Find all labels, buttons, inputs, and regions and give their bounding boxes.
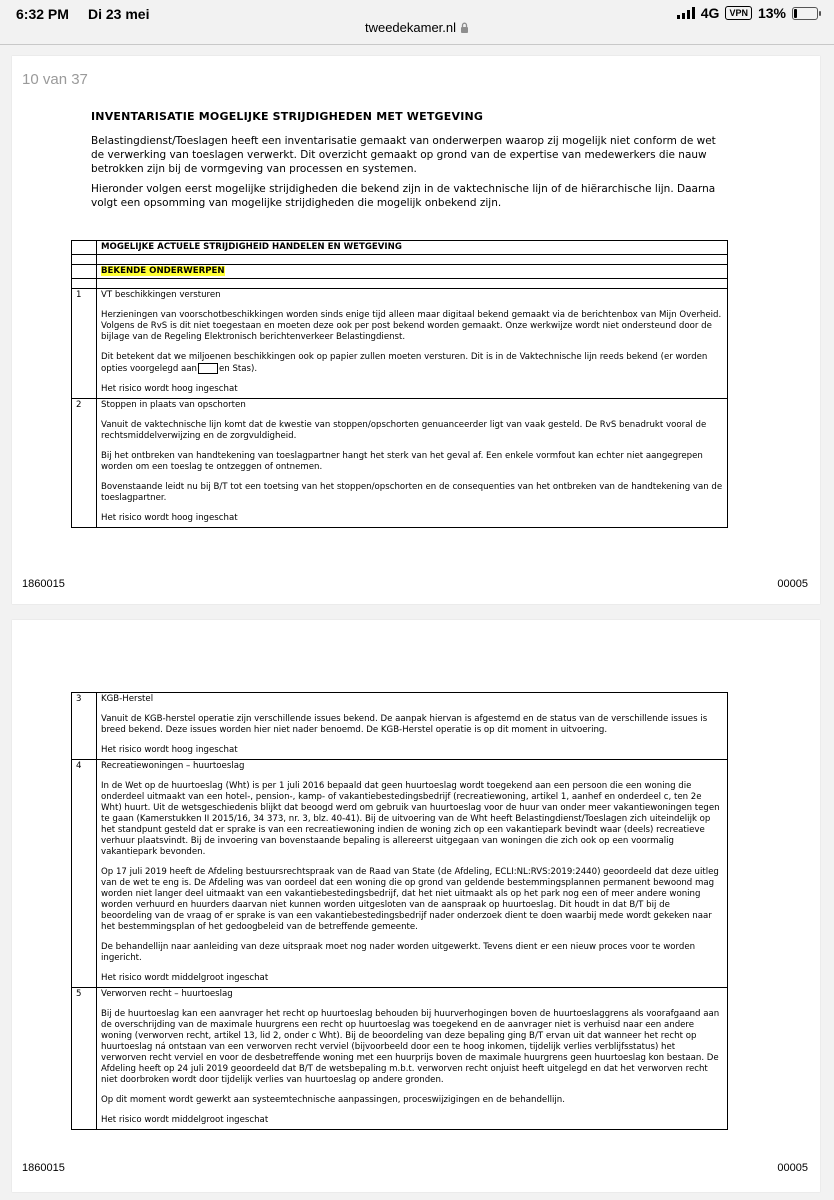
signal-icon bbox=[677, 7, 695, 19]
row-paragraph: Op dit moment wordt gewerkt aan systeemtechnische aanpassingen, proceswijzigingen en de behandellijn. bbox=[101, 1095, 565, 1105]
status-right bbox=[677, 5, 818, 21]
table-header: MOGELIJKE ACTUELE STRIJDIGHEID HANDELEN EN WETGEVING bbox=[97, 241, 728, 255]
row-title: Recreatiewoningen – huurtoeslag bbox=[101, 761, 245, 771]
table-row bbox=[72, 988, 728, 1130]
toolbar-divider bbox=[0, 44, 834, 45]
footer-page-code: 00005 bbox=[777, 578, 808, 590]
network-label: 4G bbox=[700, 5, 720, 21]
row-paragraph: De behandellijn naar aanleiding van deze uitspraak moet nog nader worden uitgewerkt. Tevens dient er een nieuw proces voor te worden ingericht. bbox=[101, 942, 696, 963]
table-section-row bbox=[72, 265, 728, 279]
row-title: Verworven recht – huurtoeslag bbox=[101, 989, 233, 999]
battery-percent: 13% bbox=[757, 5, 786, 21]
row-risk: Het risico wordt hoog ingeschat bbox=[101, 745, 238, 755]
table-row bbox=[72, 399, 728, 528]
status-time: 6:32 PM bbox=[16, 6, 69, 22]
footer-page-code: 00005 bbox=[777, 1162, 808, 1174]
document-title: INVENTARISATIE MOGELIJKE STRIJDIGHEDEN MET WETGEVING bbox=[91, 110, 484, 123]
section-label: BEKENDE ONDERWERPEN bbox=[101, 266, 225, 276]
table-header-row bbox=[72, 241, 728, 255]
row-paragraph: Dit betekent dat we miljoenen beschikkingen ook op papier zullen moeten versturen. Dit is in de Vaktechnische lijn reeds bekend (er worden opties voorgelegd aan en Stas). bbox=[101, 352, 708, 374]
row-paragraph: In de Wet op de huurtoeslag (Wht) is per 1 juli 2016 bepaald dat geen huurtoeslag wordt toegekend aan een persoon die een woning die onderdeel uitmaakt van een hotel-, pension-, kamp- of vakantiebestedingsbedrijf (recreatiewoning, artikel 1, aanhef en onderdeel c, ten 2e Wht) huurt. Uit de wetsgeschiedenis blijkt dat beoogd werd om gebruik van huurtoeslag voor de huur van onder meer vakantiewoningen tegen te gaan (Kamerstukken II 2015/16, 34 373, nr. 3, blz. 40-41). Bij de uitvoering van de Wht heeft Belastingdienst/Toeslagen zich uiteindelijk op het standpunt gesteld dat er sprake is van een recreatiewoning indien de woning zich op een vakantiepark bevindt waar (deels) recreatieve verhuur plaatsvindt. Bij de invoering van bovenstaande bepaling is allereerst uitgegaan van woningen die zich ook op een voormalig vakantiepark bevonden. bbox=[101, 781, 720, 857]
row-risk: Het risico wordt middelgroot ingeschat bbox=[101, 973, 269, 983]
row-number: 3 bbox=[72, 693, 97, 760]
row-paragraph: Herzieningen van voorschotbeschikkingen worden sinds enige tijd alleen maar digitaal bekend gemaakt via de berichtenbox van Mijn Overheid. Volgens de RvS is dit niet toegestaan en moeten deze ook per post bekend worden gemaakt. Onze werkwijze wordt niet ondersteund door de bijlage van de Regeling Elektronisch berichtenverkeer Belastingdienst. bbox=[101, 310, 722, 342]
row-paragraph: Bij het ontbreken van handtekening van toeslagpartner hangt het sterk van het geval af. Een enkele vormfout kan echter niet aangegrepen worden om een toeslag te ontzeggen of ontnemen. bbox=[101, 451, 703, 472]
status-date: Di 23 mei bbox=[88, 6, 150, 22]
battery-icon bbox=[792, 7, 818, 20]
row-number: 4 bbox=[72, 760, 97, 988]
row-number: 1 bbox=[72, 289, 97, 399]
table-row bbox=[72, 693, 728, 760]
redaction-box bbox=[198, 363, 218, 374]
url-text[interactable]: tweedekamer.nl bbox=[364, 20, 457, 35]
footer-document-id: 1860015 bbox=[22, 1162, 65, 1174]
footer-document-id: 1860015 bbox=[22, 578, 65, 590]
table-row bbox=[72, 289, 728, 399]
row-paragraph: Vanuit de vaktechnische lijn komt dat de kwestie van stoppen/opschorten genuanceerder ligt van vaak gesteld. De RvS benadrukt vooral de rechtsmiddelverwijzing en de zorgvuldigheid. bbox=[101, 420, 707, 441]
row-title: KGB-Herstel bbox=[101, 694, 154, 704]
lock-icon bbox=[460, 22, 469, 33]
row-risk: Het risico wordt middelgroot ingeschat bbox=[101, 1115, 269, 1125]
table-row bbox=[72, 760, 728, 988]
intro-paragraph-1: Belastingdienst/Toeslagen heeft een inventarisatie gemaakt van onderwerpen waarop zij mogelijk niet conform de wet de verwerking van toeslagen verwerkt. Dit overzicht gemaakt op grond van de expertise van medewerkers die nauw betrokken zijn bij de vormgeving van processen en systemen. bbox=[91, 135, 716, 175]
row-title: VT beschikkingen versturen bbox=[101, 290, 221, 300]
row-risk: Het risico wordt hoog ingeschat bbox=[101, 384, 238, 394]
row-number: 5 bbox=[72, 988, 97, 1130]
battery-fill bbox=[794, 9, 797, 18]
intro-paragraph-2: Hieronder volgen eerst mogelijke strijdigheden die bekend zijn in de vaktechnische lijn of de hiërarchische lijn. Daarna volgt een opsomming van mogelijke strijdigheden die mogelijk onbekend zijn. bbox=[91, 183, 716, 209]
url-bar[interactable] bbox=[0, 20, 834, 44]
row-paragraph: Vanuit de KGB-herstel operatie zijn verschillende issues bekend. De aanpak hiervan is afgestemd en de status van de verschillende issues is breed bekend. Deze issues worden hier niet nader benoemd. De KGB-Herstel operatie is op dit moment in uitvoering. bbox=[101, 714, 708, 735]
row-number: 2 bbox=[72, 399, 97, 528]
row-paragraph: Bij de huurtoeslag kan een aanvrager het recht op huurtoeslag behouden bij huurverhogingen boven de huurtoeslaggrens als voorafgaand aan de overschrijding van de maximale huurgrens een recht op huurtoeslag was toegekend en de aanvrager niet is verhuisd naar een andere woning (verworven recht, artikel 13, lid 2, onder c Wht). Bij de beoordeling van deze bepaling ging B/T ervan uit dat wanneer het recht op huurtoeslag ná ontstaan van een verworven recht verviel (bijvoorbeeld door een te hoog inkomen, tijdelijk verlies verblijfsstatus) het verworven recht verviel en voor de desbetreffende woning met een huurprijs boven de maximale huurgrens geen huurtoeslag kon bestaan. De Afdeling heeft op 24 juli 2019 geoordeeld dat B/T de wetsbepaling m.b.t. verworven recht onjuist heeft uitgelegd en dat het verworven recht niet doorbroken wordt door tijdelijk verlies van huurtoeslag op andere gronden. bbox=[101, 1009, 720, 1085]
document-page-1 bbox=[12, 56, 820, 604]
table-spacer-row bbox=[72, 279, 728, 289]
row-paragraph: Bovenstaande leidt nu bij B/T tot een toetsing van het stoppen/opschorten en de consequenties van het ontbreken van de handtekening van de toeslagpartner. bbox=[101, 482, 723, 503]
document-page-2 bbox=[12, 620, 820, 1192]
row-risk: Het risico wordt hoog ingeschat bbox=[101, 513, 238, 523]
table-spacer-row bbox=[72, 255, 728, 265]
strijdigheden-table-continued bbox=[71, 692, 728, 1130]
row-paragraph: Op 17 juli 2019 heeft de Afdeling bestuursrechtspraak van de Raad van State (de Afdeling, ECLI:NL:RVS:2019:2440) geoordeeld dat deze uitleg van de wet te eng is. De Afdeling was van oordeel dat een woning die op grond van geldende bestemmingsplannen permanent bewoond mag worden niet langer deel uitmaakt van een vakantiebestedingsbedrijf, dat het niet uitmaakt als op het park nog een of meer andere woning worden verhuurd en huurders daarvan niet kunnen worden uitgesloten van de aanspraak op huurtoeslag. Dit houdt in dat B/T bij de beoordeling van de vraag of er sprake is van een vakantiebestedingsbedrijf nader onderzoek dient te doen waarbij mede wordt gekeken naar het bestemmingsplan of het gedoogbeleid van de betreffende gemeente. bbox=[101, 867, 719, 932]
strijdigheden-table bbox=[71, 240, 728, 528]
page-counter: 10 van 37 bbox=[22, 71, 88, 88]
row-title: Stoppen in plaats van opschorten bbox=[101, 400, 246, 410]
vpn-badge: VPN bbox=[725, 6, 752, 20]
